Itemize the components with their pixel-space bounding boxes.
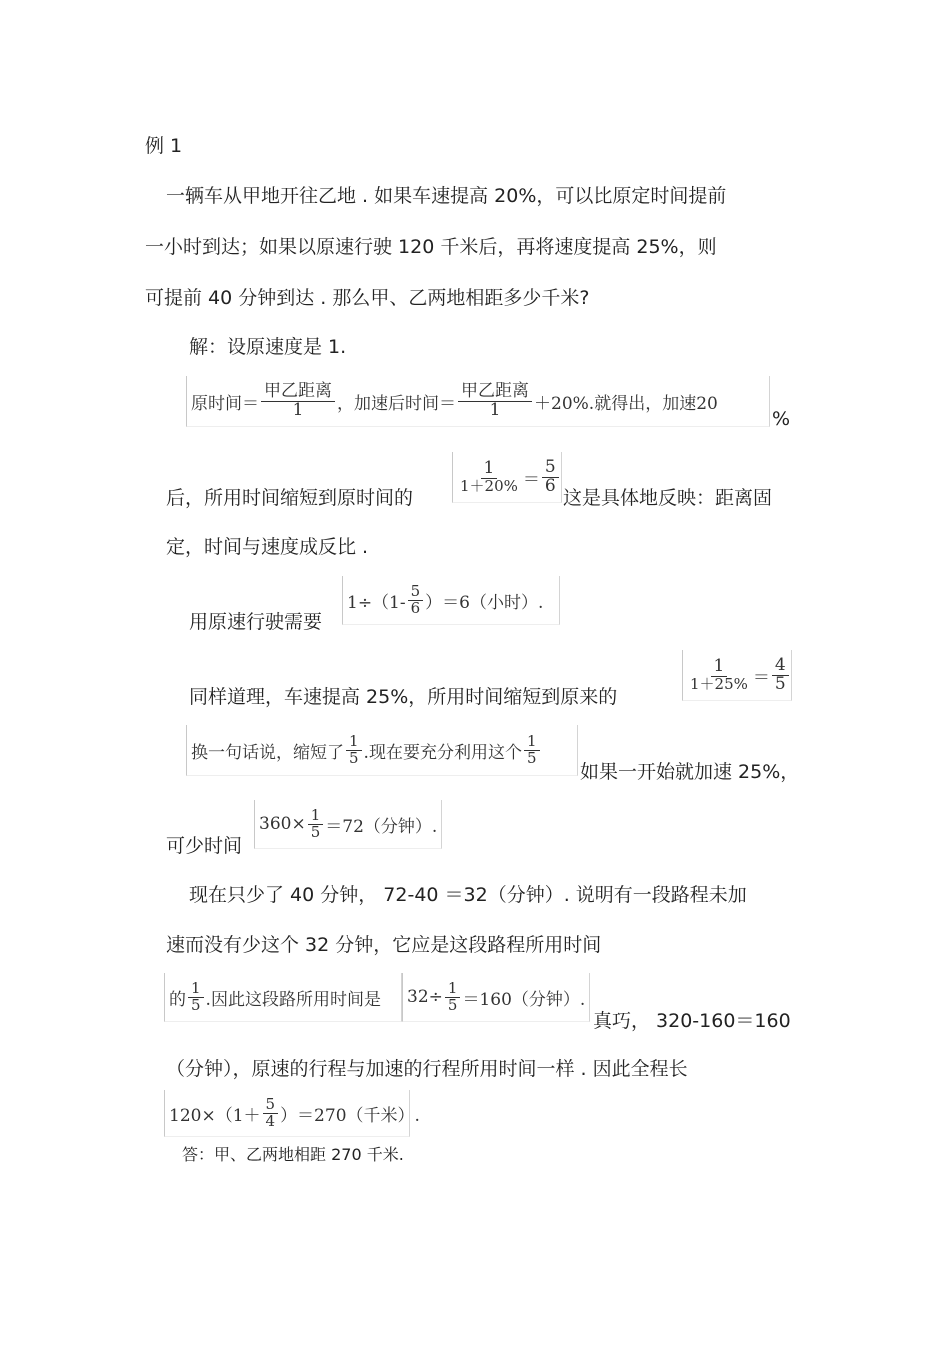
fraction xyxy=(346,731,362,767)
numerator: 1 xyxy=(524,734,540,751)
formula-image-72-minutes xyxy=(254,800,442,849)
formula-text: ）＝6（小时）. xyxy=(425,592,544,613)
text-original-speed: 用原速行驶需要 xyxy=(189,611,323,633)
formula-text: .因此这段路所用时间是 xyxy=(205,989,381,1010)
numerator: 1 xyxy=(308,808,324,825)
answer-line: 答：甲、乙两地相距 270 千米. xyxy=(182,1145,404,1164)
problem-line-1: 一辆车从甲地开往乙地 . 如果车速提高 20%，可以比原定时间提前 xyxy=(166,185,727,207)
denominator: 5 xyxy=(774,673,786,694)
numerator: 5 xyxy=(542,459,559,478)
fraction xyxy=(263,1094,279,1130)
text-fixed-line: 定，时间与速度成反比 . xyxy=(166,536,369,558)
numerator: 1 xyxy=(481,460,498,479)
formula-image-time-comparison xyxy=(186,376,770,427)
numerator: 5 xyxy=(408,584,424,601)
formula-text: 1÷（1- xyxy=(347,592,406,613)
denominator: 1＋25% xyxy=(690,674,748,693)
fraction xyxy=(261,380,335,420)
text-minutes-line: （分钟），原速的行程与加速的行程所用时间一样 . 因此全程长 xyxy=(166,1058,688,1080)
numerator: 甲乙距离 xyxy=(261,383,335,402)
text-if-accelerate: 如果一开始就加速 25%， xyxy=(580,761,800,783)
denominator: 6 xyxy=(544,475,556,496)
formula-text: 原时间＝ xyxy=(191,393,259,414)
denominator: 5 xyxy=(191,995,201,1014)
text-now-less-2: 速而没有少这个 32 分钟，它应是这段路程所用时间 xyxy=(166,934,602,956)
formula-image-hours xyxy=(342,576,560,625)
formula-text: 120×（1＋ xyxy=(169,1105,261,1126)
numerator: 5 xyxy=(263,1097,279,1114)
text-coincidence: 真巧， 320-160＝160 xyxy=(593,1010,791,1032)
formula-image-shortened xyxy=(186,725,578,776)
formula-text: ＝160（分钟）. xyxy=(462,989,586,1010)
equals: ＝ xyxy=(752,667,770,688)
denominator: 1＋20% xyxy=(460,476,518,495)
denominator: 1 xyxy=(489,399,501,420)
formula-image-total-distance xyxy=(164,1090,420,1137)
fraction xyxy=(445,978,461,1014)
numerator: 甲乙距离 xyxy=(458,383,532,402)
text-now-less-1: 现在只少了 40 分钟， 72-40 ＝32（分钟）. 说明有一段路程未加 xyxy=(189,884,747,906)
fraction xyxy=(772,654,789,694)
fraction xyxy=(308,805,324,841)
text-save-time: 可少时间 xyxy=(166,835,243,857)
formula-text: .现在要充分利用这个 xyxy=(363,742,522,763)
numerator: 4 xyxy=(772,657,789,676)
formula-text: 360× xyxy=(259,814,306,834)
problem-line-3: 可提前 40 分钟到达 . 那么甲、乙两地相距多少千米? xyxy=(145,287,590,309)
formula-image-160-minutes xyxy=(402,973,590,1022)
text-same-reason: 同样道理，车速提高 25%，所用时间缩短到原来的 xyxy=(189,686,618,708)
denominator: 5 xyxy=(447,995,458,1014)
fraction xyxy=(687,655,751,693)
example-label: 例 1 xyxy=(145,135,183,157)
fraction xyxy=(188,978,204,1014)
formula-text: 换一句话说，缩短了 xyxy=(191,742,344,763)
numerator: 1 xyxy=(445,981,461,998)
solution-intro: 解：设原速度是 1. xyxy=(189,336,347,358)
formula-image-ratio-25 xyxy=(682,650,792,701)
formula-text: ，加速后时间＝ xyxy=(337,393,456,414)
fraction xyxy=(458,380,532,420)
problem-line-2: 一小时到达；如果以原速行驶 120 千米后，再将速度提高 25%，则 xyxy=(145,236,717,258)
formula-text: ）＝270（千米）. xyxy=(280,1105,420,1126)
fraction xyxy=(542,456,559,496)
denominator: 5 xyxy=(526,748,537,767)
numerator: 1 xyxy=(346,734,362,751)
denominator: 5 xyxy=(349,748,359,767)
percent-tail: % xyxy=(772,408,791,430)
text-after-line: 后，所用时间缩短到原时间的 xyxy=(166,487,414,509)
fraction xyxy=(524,731,540,767)
formula-text: ＋20%.就得出，加速20 xyxy=(534,393,718,414)
denominator: 4 xyxy=(265,1111,276,1130)
equals: ＝ xyxy=(522,469,540,490)
formula-image-segment-time xyxy=(164,973,402,1022)
denominator: 1 xyxy=(292,399,304,420)
formula-image-ratio-20 xyxy=(452,452,562,503)
text-after-line-2: 这是具体地反映：距离固 xyxy=(563,487,773,509)
numerator: 1 xyxy=(711,658,728,677)
formula-text: ＝72（分钟）. xyxy=(325,816,438,837)
fraction xyxy=(457,457,521,495)
fraction xyxy=(408,581,424,617)
denominator: 6 xyxy=(410,598,421,617)
formula-text: 32÷ xyxy=(407,987,443,1007)
numerator: 1 xyxy=(188,981,204,998)
denominator: 5 xyxy=(310,822,321,841)
formula-text: 的 xyxy=(169,989,186,1010)
